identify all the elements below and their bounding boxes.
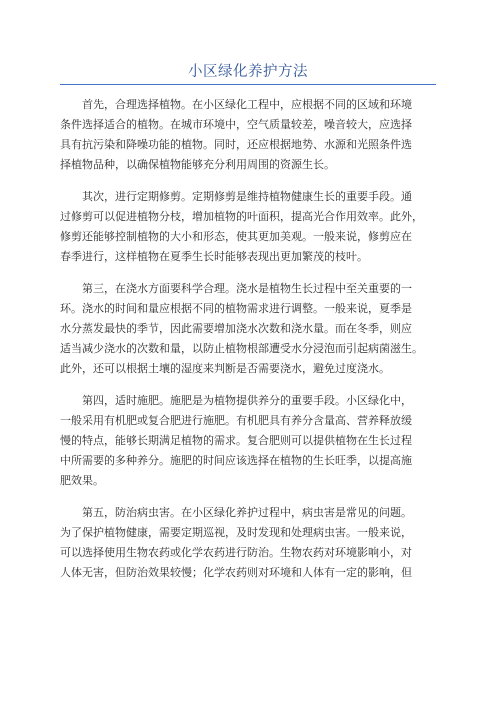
title-underline [60,84,436,85]
paragraph-line: 条件选择适合的植物。在城市环境中，空气质量较差，噪音较大，应选择 [60,118,412,131]
paragraph [60,187,444,267]
paragraph-line: 慢的特点，能够长期满足植物的需求。复合肥则可以提供植物在生长过程 [60,434,412,447]
document-title: 小区绿化养护方法 [188,64,308,80]
paragraph-line: 水分蒸发最快的季节，因此需要增加浇水次数和浇水量。而在冬季，则应 [60,322,412,335]
document-body [60,95,444,595]
paragraph-line: 第四，适时施肥。施肥是为植物提供养分的重要手段。小区绿化中， [82,394,412,407]
paragraph [60,391,444,491]
paragraph-line: 春季进行，这样植物在夏季生长时能够表现出更加繁茂的枝叶。 [60,250,368,263]
paragraph-line: 其次，进行定期修剪。定期修剪是维持植物健康生长的重要手段。通 [82,190,412,203]
paragraph [60,95,444,175]
paragraph-line: 可以选择使用生物农药或化学农药进行防治。生物农药对环境影响小，对 [60,546,412,559]
paragraph-line: 择植物品种，以确保植物能够充分利用周围的资源生长。 [60,158,335,171]
paragraph-line: 具有抗污染和降噪功能的植物。同时，还应根据地势、水源和光照条件选 [60,138,412,151]
paragraph-line: 人体无害，但防治效果较慢；化学农药则对环境和人体有一定的影响，但 [60,566,412,579]
paragraph-line: 环。浇水的时间和量应根据不同的植物需求进行调整。一般来说，夏季是 [60,302,412,315]
paragraph-line: 第三，在浇水方面要科学合理。浇水是植物生长过程中至关重要的一 [82,282,412,295]
paragraph-line: 首先，合理选择植物。在小区绿化工程中，应根据不同的区域和环境 [82,98,412,111]
paragraph-line: 第五，防治病虫害。在小区绿化养护过程中，病虫害是常见的问题。 [82,506,412,519]
paragraph-line: 修剪还能够控制植物的大小和形态，使其更加美观。一般来说，修剪应在 [60,230,412,243]
paragraph-line: 过修剪可以促进植物分枝，增加植物的叶面积，提高光合作用效率。此外， [60,210,423,223]
paragraph-line: 中所需要的多种养分。施肥的时间应该选择在植物的生长旺季，以提高施 [60,454,412,467]
paragraph [60,503,444,583]
paragraph-line: 此外，还可以根据土壤的湿度来判断是否需要浇水，避免过度浇水。 [60,362,390,375]
paragraph-line: 为了保护植物健康，需要定期巡视，及时发现和处理病虫害。一般来说， [60,526,412,539]
paragraph-line: 适当减少浇水的次数和量，以防止植物根部遭受水分浸泡而引起病菌滋生。 [60,342,423,355]
paragraph-line: 肥效果。 [60,474,104,487]
paragraph-line: 一般采用有机肥或复合肥进行施肥。有机肥具有养分含量高、营养释放缓 [60,414,412,427]
paragraph [60,279,444,379]
